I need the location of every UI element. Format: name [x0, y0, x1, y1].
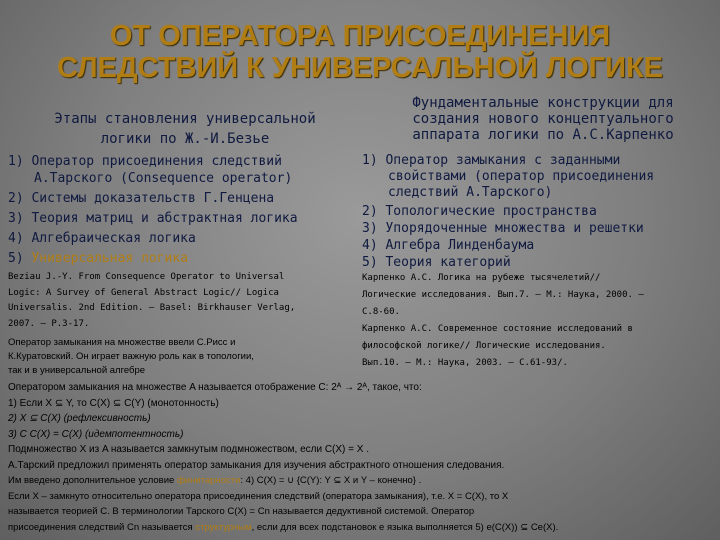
list-item: 3) Упорядоченные множества и решетки — [362, 221, 644, 236]
definition-line: 3) C C(X) = C(X) (идемпотентность) — [8, 428, 184, 440]
definition-line: 1) Если X ⊆ Y, то C(X) ⊆ C(Y) (монотонность) — [8, 397, 219, 409]
finitarity-highlight: финитарности — [176, 475, 241, 486]
reference-line: С.8-60. — [362, 307, 400, 317]
left-reference — [8, 270, 358, 332]
structural-highlight: структурным — [195, 521, 252, 533]
definition-text: Им введено дополнительное условие — [8, 475, 177, 486]
list-item: 4) Алгебра Линденбаума — [362, 238, 535, 253]
definition-line: Если X – замкнуто относительно оператора присоединения следствий (оператора замыкания), т.е. X = C(X), то X — [8, 490, 509, 502]
note-line: Оператор замыкания на множестве ввели С.Рисс и — [8, 337, 236, 348]
list-item: 1) Оператор замыкания с заданными — [362, 153, 621, 168]
slide-title-line-1: ОТ ОПЕРАТОРА ПРИСОЕДИНЕНИЯ — [109, 20, 611, 52]
list-item: 4) Алгебраическая логика — [8, 231, 196, 246]
definition-line — [8, 520, 716, 536]
list-item: 2) Системы доказательств Г.Генцена — [8, 191, 275, 206]
reference-line: Логические исследования. Вып.7. – М.: Наука, 2000. – — [362, 290, 644, 300]
list-item: 2) Топологические пространства — [362, 204, 597, 219]
universal-logic-highlight: Универсальная логика — [31, 251, 189, 266]
slide-title — [0, 20, 720, 84]
right-header — [368, 95, 718, 143]
reference-line: 2007. – P.3-17. — [8, 318, 90, 329]
note-line: так и в универсальной алгебре — [8, 365, 146, 376]
reference-line: Beziau J.-Y. From Consequence Operator to Universal — [8, 272, 285, 282]
definition-line — [8, 473, 716, 489]
definition-line: называется теорией C. В терминологии Тарского C(X) = Cn называется дедуктивной системой. Оператор — [8, 506, 475, 517]
reference-line: Вып.10. – М.: Наука, 2003. – С.61-93/. — [362, 358, 568, 368]
definition-text: , если для всех подстановок e языка выполняется 5) e(C(X)) ⊆ Ce(X). — [251, 521, 559, 533]
list-item — [8, 250, 358, 267]
reference-line: Logic: A Survey of General Abstract Logic// Logica — [8, 287, 279, 298]
slide-title-line-2: СЛЕДСТВИЙ К УНИВЕРСАЛЬНОЙ ЛОГИКЕ — [56, 52, 664, 84]
definition-text: : 4) C(X) = ∪ {C(Y): Y ⊆ X и Y – конечно} . — [240, 475, 422, 486]
left-header — [10, 111, 360, 147]
definition-text: присоединения следствий Cn называется — [8, 521, 196, 533]
list-item-number: 5) — [8, 251, 32, 266]
definition-line: А.Тарский предложил применять оператор замыкания для изучения абстрактного отношения следования. — [8, 459, 505, 471]
list-item: следствий А.Тарского) — [388, 185, 553, 200]
closure-operator-definition — [8, 380, 716, 535]
reference-line: Карпенко А.С. Современное состояние исследований в — [362, 324, 633, 334]
list-item: свойствами (оператор присоединения — [388, 169, 655, 184]
list-item: 5) Теория категорий — [362, 255, 511, 270]
left-stage-list — [8, 153, 358, 267]
right-header-line-2: создания нового концептуального — [412, 111, 674, 127]
right-reference — [362, 270, 718, 372]
left-note — [8, 336, 358, 378]
definition-line: Подмножество X из A называется замкнутым подмножеством, если C(X) = X . — [8, 444, 370, 455]
definition-line: 2) X ⊆ C(X) (рефлексивность) — [8, 413, 151, 424]
list-item: 3) Теория матриц и абстрактная логика — [8, 211, 298, 226]
reference-line: философской логике// Логические исследования. — [362, 341, 606, 351]
right-header-line-3: аппарата логики по А.С.Карпенко — [412, 127, 674, 143]
list-item: А.Тарского (Consequence operator) — [34, 171, 293, 186]
reference-line: Universalis. 2nd Edition. – Basel: Birkhauser Verlag, — [8, 303, 296, 313]
note-line: К.Куратовский. Он играет важную роль как в топологии, — [8, 351, 254, 362]
left-header-line-2: логики по Ж.-И.Безье — [100, 131, 270, 147]
right-header-line-1: Фундаментальные конструкции для — [412, 95, 674, 111]
right-construct-list — [362, 153, 718, 271]
reference-line: Карпенко А.С. Логика на рубеже тысячелетий// — [362, 273, 601, 283]
list-item: 1) Оператор присоединения следствий — [8, 154, 282, 169]
definition-line: Оператором замыкания на множестве A называется отображение C: 2ᴬ → 2ᴬ, такое, что: — [8, 382, 422, 393]
left-header-line-1: Этапы становления универсальной — [54, 111, 316, 127]
